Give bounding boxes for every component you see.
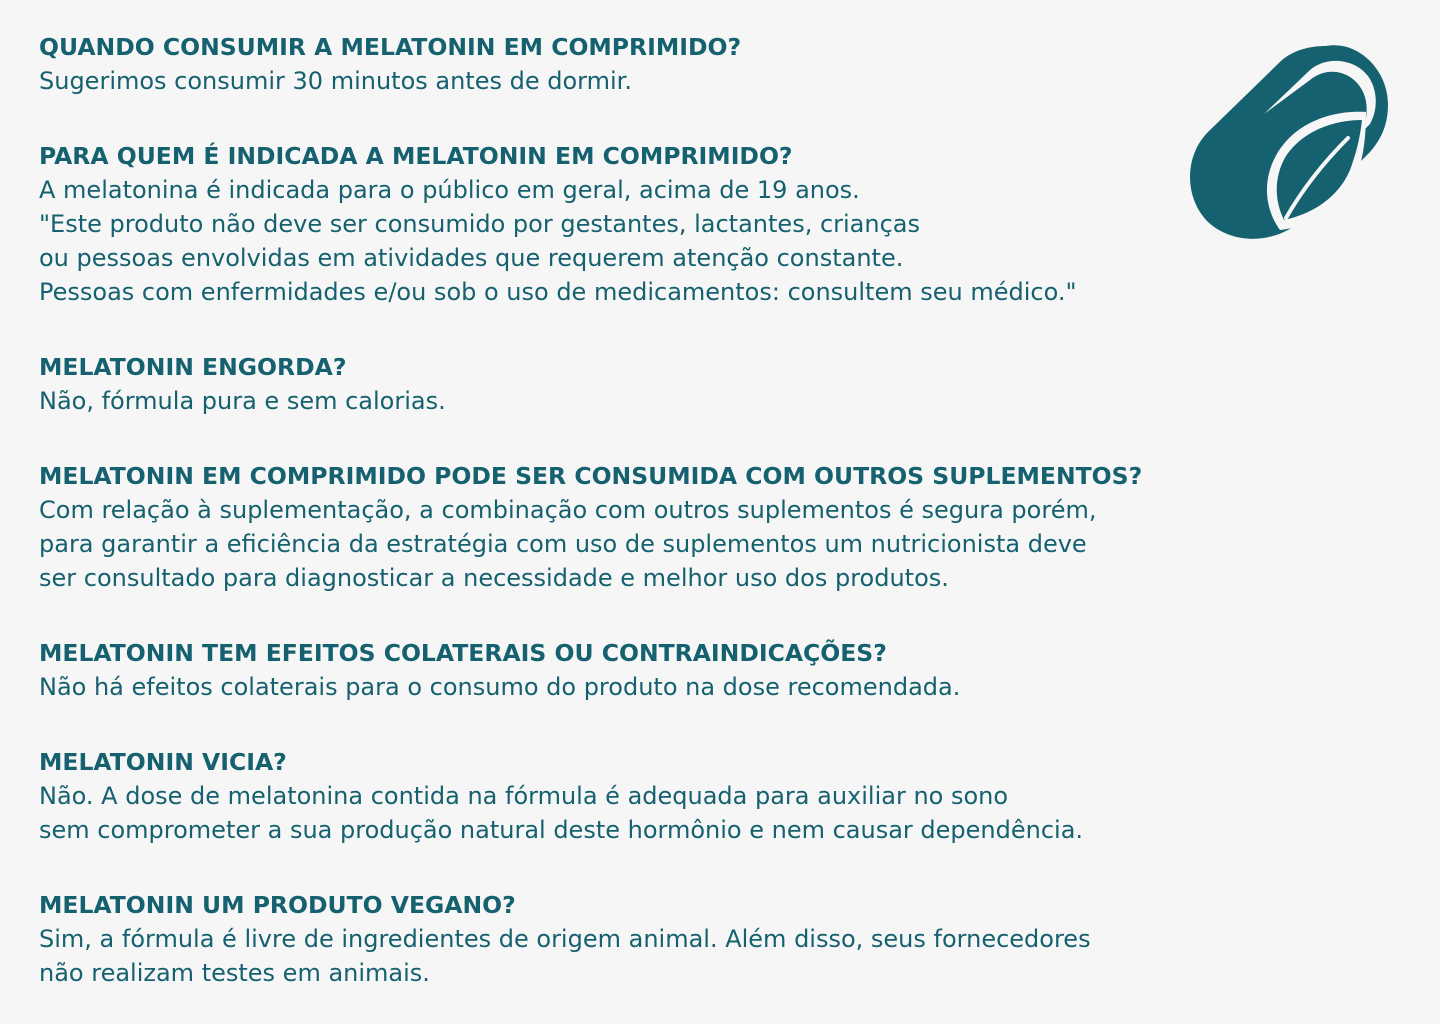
faq-answer-line: Sim, a fórmula é livre de ingredientes de origem animal. Além disso, seus fornecedores — [39, 925, 1091, 953]
faq-answer-line: Não, fórmula pura e sem calorias. — [39, 387, 446, 415]
faq-answer-line: sem comprometer a sua produção natural deste hormônio e nem causar dependência. — [39, 816, 1084, 844]
faq-item-vegan — [39, 888, 1419, 990]
faq-answer-line: Não. A dose de melatonina contida na fórmula é adequada para auxiliar no sono — [39, 782, 1009, 810]
faq-question: PARA QUEM É INDICADA A MELATONIN EM COMPRIMIDO? — [39, 142, 793, 170]
faq-question: MELATONIN TEM EFEITOS COLATERAIS OU CONTRAINDICAÇÕES? — [39, 639, 887, 667]
faq-answer-line: Com relação à suplementação, a combinação com outros suplementos é segura porém, — [39, 496, 1097, 524]
faq-question: QUANDO CONSUMIR A MELATONIN EM COMPRIMIDO? — [39, 33, 742, 61]
faq-answer-line: A melatonina é indicada para o público em geral, acima de 19 anos. — [39, 176, 860, 204]
faq-answer-line: "Este produto não deve ser consumido por gestantes, lactantes, crianças — [39, 210, 921, 238]
faq-item-side-effects — [39, 636, 1419, 704]
faq-answer-line: Não há efeitos colaterais para o consumo do produto na dose recomendada. — [39, 673, 961, 701]
faq-question: MELATONIN EM COMPRIMIDO PODE SER CONSUMIDA COM OUTROS SUPLEMENTOS? — [39, 462, 1143, 490]
faq-item-who-is-it-for — [39, 139, 1419, 309]
faq-question: MELATONIN VICIA? — [39, 748, 287, 776]
faq-answer-line: Pessoas com enfermidades e/ou sob o uso de medicamentos: consultem seu médico." — [39, 278, 1077, 306]
faq-answer-line: ou pessoas envolvidas em atividades que requerem atenção constante. — [39, 244, 904, 272]
faq-item-other-supplements — [39, 459, 1419, 595]
faq-answer-line: para garantir a eficiência da estratégia com uso de suplementos um nutricionista deve — [39, 530, 1087, 558]
faq-list — [39, 30, 1419, 990]
faq-answer-line: ser consultado para diagnosticar a necessidade e melhor uso dos produtos. — [39, 564, 949, 592]
faq-item-when-to-take — [39, 30, 1419, 98]
faq-item-weight-gain — [39, 350, 1419, 418]
faq-item-addiction — [39, 745, 1419, 847]
faq-question: MELATONIN UM PRODUTO VEGANO? — [39, 891, 516, 919]
faq-answer-line: não realizam testes em animais. — [39, 959, 430, 987]
faq-question: MELATONIN ENGORDA? — [39, 353, 347, 381]
faq-answer-line: Sugerimos consumir 30 minutos antes de dormir. — [39, 67, 632, 95]
